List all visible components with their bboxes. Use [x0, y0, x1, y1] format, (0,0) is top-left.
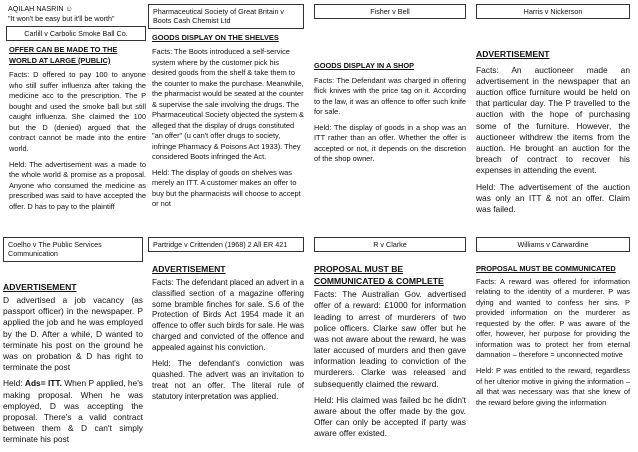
- author-name: AQILAH NASRIN ☺: [8, 4, 73, 13]
- case-held: Held: The defendant's conviction was quashed. The advert was an invitation to treat not an offer. The literal rule of statutory interpretation was applied.: [152, 358, 304, 401]
- case-principle: GOODS DISPLAY ON THE SHELVES: [152, 32, 279, 42]
- author-block: [8, 4, 115, 23]
- case-facts: Facts: The Boots introduced a self-service system where by the customer pick his desired goods from the shelf & take them to the counter to make the purchase. Meanwhile, the pharmacist would be seated at the counter & supervise the sale involving the drugs. The Pharmaceutical Society objected the system & alleged that the display of drugs constituted "an offer" (u can't offer drugs to society, infringe Pharmacy & Poisons Act 1933). They considered Boots infringed the Act.: [152, 47, 304, 162]
- case-principle: GOODS DISPLAY IN A SHOP: [314, 61, 415, 71]
- case-carlill: [6, 26, 146, 217]
- case-facts: Facts: The Defendant was charged in offering flick knives with the price tag on it. According to the law, it was an offence to offer such knife for sale.: [314, 75, 466, 117]
- case-header: Coelho v The Public Services Communication: [3, 237, 143, 262]
- case-held: Held: The advertisement was a made to the whole world & promise as a proposal. Anyone who consumed the medicine as prescribed was said to have accepted the offer. D has to pay to the plaintiff: [9, 159, 146, 211]
- case-facts: Facts: The Australian Gov. advertised offer of a reward: £1000 for information leading to arrest of murderers of two police officers. Clarke saw offer but he was not aware about the reward, he was later accused of murders and then gave information leading to conviction of the murderers. Clarke was released and subsequently claimed the reward.: [314, 289, 466, 389]
- case-header: Partridge v Crittenden (1968) 2 All ER 421: [148, 237, 304, 252]
- case-header: Carlill v Carbolic Smoke Ball Co.: [6, 26, 146, 41]
- case-partridge: [152, 237, 304, 407]
- case-facts: Facts: D offered to pay 100 to anyone who still suffer influenza after taking the medicine acc to the prescription. The P bought and used the smoke ball but still caught influenza. She claimed the 100 but the D (denied) argued that the contract cannot be made into the entire world.: [9, 70, 146, 153]
- case-principle: ADVERTISEMENT: [476, 49, 550, 60]
- case-facts: Facts: The defendant placed an advert in a classified section of a magazine offering some bramble finches for sale. S.6 of the Protection of Birds Act 1954 made it an offence to offer such birds for sale. He was charged and convicted of the offence and appealed against his conviction.: [152, 277, 304, 353]
- case-header: Williams v Carwardine: [476, 237, 630, 252]
- case-header: Fisher v Bell: [314, 4, 466, 19]
- case-principle: ADVERTISEMENT: [3, 281, 77, 292]
- case-held: Held: The display of goods on shelves was merely an ITT. A customer makes an offer to buy but the pharmacists will choose to accept or not: [152, 167, 301, 209]
- case-principle: PROPOSAL MUST BE COMMUNICATED: [476, 264, 616, 274]
- case-held: Held: His claimed was failed bc he didn't aware about the offer made by the gov. Offer can only be accepted if party was aware offer existed.: [314, 394, 466, 439]
- case-header: Harris v Nickerson: [476, 4, 630, 19]
- case-principle: OFFER CAN BE MADE TO THE WORLD AT LARGE (PUBLIC): [9, 45, 118, 65]
- case-facts: Facts: An auctioneer made an advertisement in the newspaper that an auction office furniture would be held on that particular day. The P travelled to the auction with the hope of purchasing some of the furniture. However, the auctioneer withdrew the items from the auction. He brought an auction for the breach of contract to recover his expenses in attending the event.: [476, 64, 630, 176]
- case-held: Held: The display of goods in a shop was an ITT rather than an offer. Whether the offer is accepted or not, it depends on the discretion of the shop owner.: [314, 122, 466, 164]
- case-facts: D advertised a job vacancy (as passport officer) in the newspaper. P applied the job and he was employed by the D. After a while, D wanted to terminate his post on the ground he was on probation & D has right to terminate the post: [3, 295, 143, 373]
- case-held: Held: The advertisement of the auction was only an ITT & not an offer. Claim was failed.: [476, 181, 630, 214]
- case-header: Pharmaceutical Society of Great Britain v Boots Cash Chemist Ltd: [148, 4, 304, 29]
- case-williams: [476, 237, 630, 413]
- author-quote: "It won't be easy but it'll be worth": [8, 13, 115, 23]
- case-fisher: [314, 4, 466, 170]
- case-r-clarke: [314, 237, 466, 444]
- case-principle: PROPOSAL MUST BE COMMUNICATED & COMPLETE: [314, 264, 444, 286]
- case-header: R v Clarke: [314, 237, 466, 252]
- case-held: Held: P was entitled to the reward, regardless of her ulterior motive in giving the information – all that was necessary was that she knew of the reward before giving the information: [476, 366, 630, 407]
- case-harris: [476, 4, 630, 220]
- case-boots: [152, 4, 304, 215]
- case-held: Held: Ads= ITT. When P applied, he's making proposal. When he was employed, D was accepting the proposal. There's a valid contract between them & D can't simply terminate his post: [3, 378, 143, 445]
- case-coelho: [3, 237, 143, 450]
- case-facts: Facts: A reward was offered for information relating to the identity of a murderer. P was dying and wanted to confess her sins. P provided information on the murderer as requested by the offer. P was aware of the offer, however, her purpose for providing the information was to protect her from eternal damnation – therefore = unconnected motive: [476, 276, 630, 360]
- case-principle: ADVERTISEMENT: [152, 264, 226, 275]
